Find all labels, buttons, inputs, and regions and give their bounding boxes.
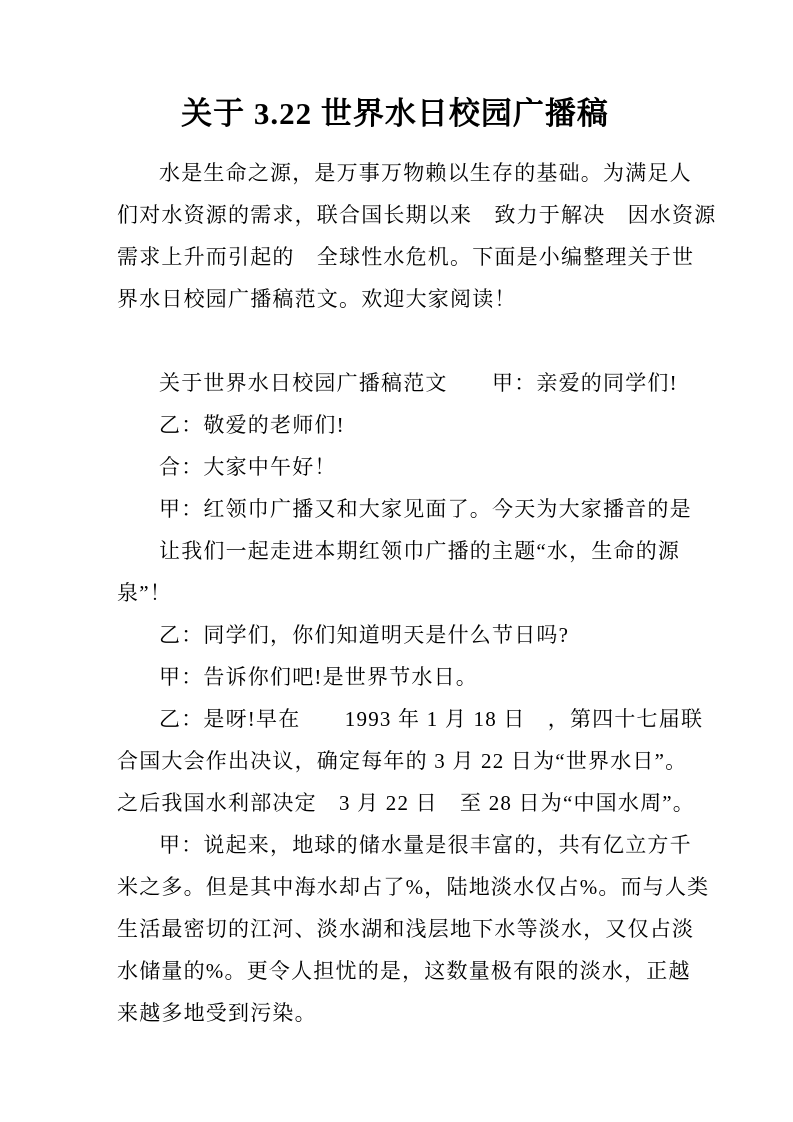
text-line: 合：大家中午好！ — [159, 455, 337, 479]
text-line: 关于世界水日校园广播稿范文 甲：亲爱的同学们! — [159, 371, 678, 395]
text-line: 生活最密切的江河、淡水湖和浅层地下水等淡水，又仅占淡 — [117, 917, 695, 941]
text-line: 来越多地受到污染。 — [117, 1001, 317, 1025]
text-line: 水是生命之源，是万事万物赖以生存的基础。为满足人 — [159, 161, 692, 185]
document-content — [117, 92, 717, 1034]
text-line: 界水日校园广播稿范文。欢迎大家阅读！ — [117, 287, 517, 311]
text-line: 乙：敬爱的老师们! — [159, 413, 345, 437]
text-line: 甲：说起来，地球的储水量是很丰富的，共有亿立方千 — [159, 833, 692, 857]
text-line: 水储量的%。更令人担忧的是，这数量极有限的淡水，正越 — [117, 959, 691, 983]
blank-line — [117, 320, 673, 362]
text-line: 合国大会作出决议，确定每年的 3 月 22 日为“世界水日”。 — [117, 749, 688, 773]
document-title: 关于 3.22 世界水日校园广播稿 — [181, 96, 609, 131]
text-line: 泉”！ — [117, 581, 172, 605]
text-line: 甲：红领巾广播又和大家见面了。今天为大家播音的是 — [159, 497, 692, 521]
text-line: 甲：告诉你们吧!是世界节水日。 — [159, 665, 478, 689]
text-line: 乙：是呀!早在 1993 年 1 月 18 日 ，第四十七届联 — [159, 707, 704, 731]
text-line: 之后我国水利部决定 3 月 22 日 至 28 日为“中国水周”。 — [117, 791, 695, 815]
text-line: 需求上升而引起的 全球性水危机。下面是小编整理关于世 — [117, 245, 695, 269]
text-line: 们对水资源的需求，联合国长期以来 致力于解决 因水资源 — [117, 203, 717, 227]
text-line: 乙：同学们，你们知道明天是什么节日吗? — [159, 623, 570, 647]
document-body — [117, 152, 717, 1034]
text-line: 让我们一起走进本期红领巾广播的主题“水，生命的源 — [159, 539, 681, 563]
text-line: 米之多。但是其中海水却占了%，陆地淡水仅占%。而与人类 — [117, 875, 710, 899]
